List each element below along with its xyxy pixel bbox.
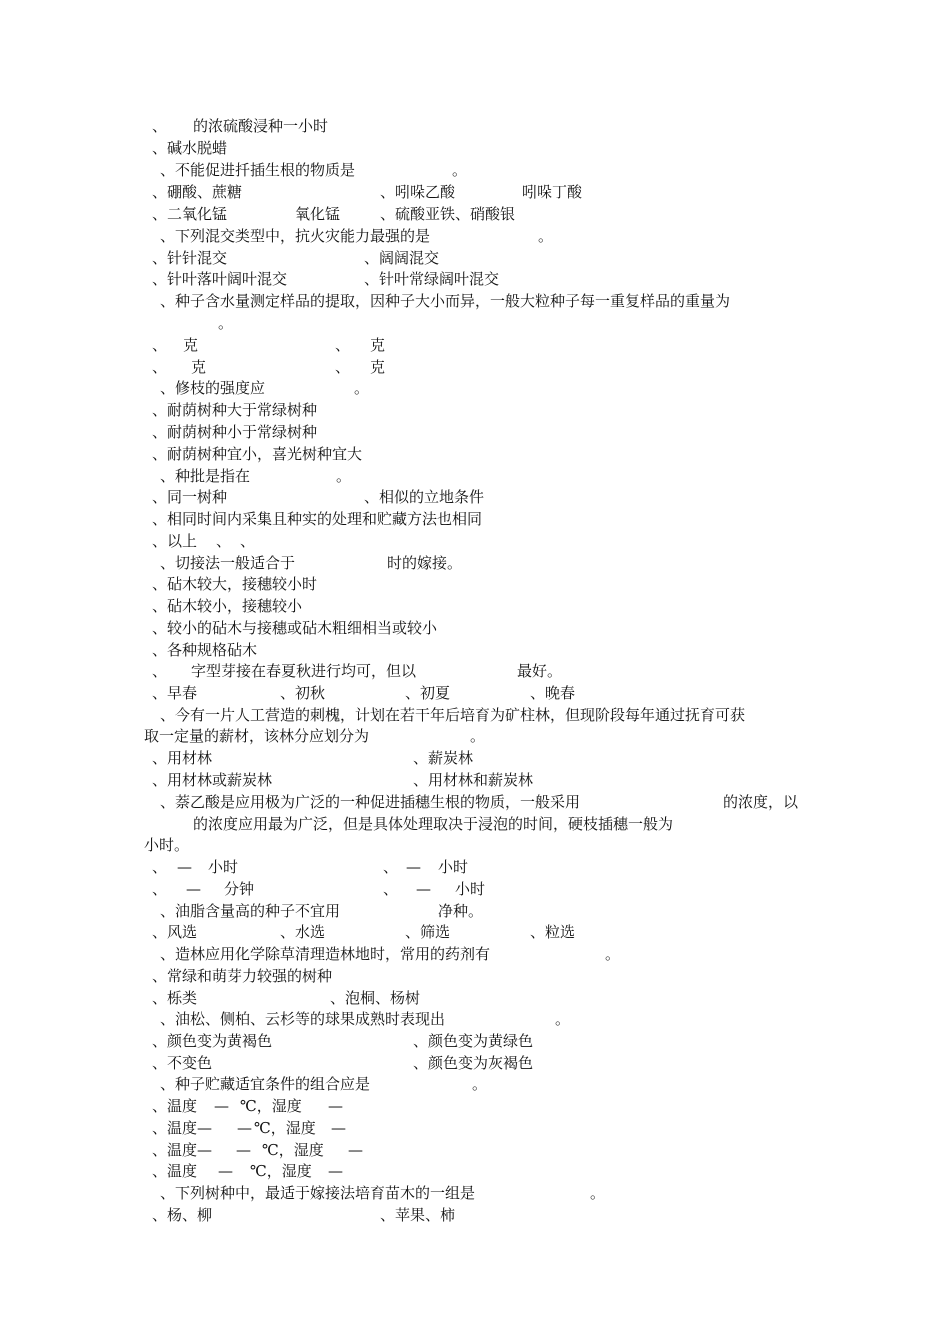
text-line [0,595,303,617]
text-line [0,856,469,878]
text-segment: 、各种规格砧木 [152,641,258,659]
text-segment: 、 [383,880,399,898]
text-segment: 的浓度，以 [723,793,799,811]
text-line [0,421,318,443]
text-line [0,552,463,574]
text-segment: 的浓度应用最为广泛，但是具体处理取决于浸泡的时间，硬枝插穗一般为 [193,815,674,833]
text-segment: 、硼酸、蔗糖 [152,183,243,201]
text-segment: 。 [452,161,468,179]
text-segment: 、 [152,336,168,354]
text-segment: 、同一树种 [152,488,228,506]
text-segment: 、晚春 [530,684,576,702]
text-line [0,530,256,552]
text-segment: 克 [370,336,386,354]
text-line [0,900,484,922]
text-segment: 。 [218,314,234,332]
text-segment: 、硫酸亚铁、硝酸银 [380,205,516,223]
text-line [0,965,333,987]
text-segment: 、针叶落叶阔叶混交 [152,270,288,288]
text-segment: 、以上 [152,532,198,550]
text-segment: 、阔阔混交 [364,249,440,267]
text-line [0,203,516,225]
text-line [0,747,474,769]
text-segment: 、苹果、柿 [380,1206,456,1224]
text-segment: 、 [152,858,168,876]
text-segment: 净种。 [438,902,484,920]
text-segment: ℃，湿度 [240,1097,302,1115]
text-segment: 、不能促进扦插生根的物质是 [160,161,356,179]
text-segment: — [406,858,421,876]
text-segment: 、温度 [152,1162,198,1180]
text-segment: 小时 [438,858,469,876]
text-segment: 、碱水脱蜡 [152,139,228,157]
text-segment: 、种子含水量测定样品的提取，因种子大小而异，一般大粒种子每一重复样品的重量为 [160,292,731,310]
text-line [0,1030,534,1052]
text-line [0,573,318,595]
text-segment: 。 [605,945,621,963]
text-line [0,508,483,530]
text-segment: 。 [538,227,554,245]
text-segment: 、 [383,858,399,876]
text-segment: 吲哚丁酸 [522,183,583,201]
text-line [0,1117,346,1139]
text-segment: — [218,1162,233,1180]
text-line [0,465,352,487]
text-line [0,225,554,247]
text-line [0,660,563,682]
text-segment: 、泡桐、杨树 [330,989,421,1007]
text-line [0,1204,456,1226]
text-segment: 、相同时间内采集且种实的处理和贮藏方法也相同 [152,510,483,528]
text-segment: 、初秋 [280,684,326,702]
text-segment: 、 [152,117,168,135]
text-line [0,725,486,747]
text-segment: 、种子贮藏适宜条件的组合应是 [160,1075,371,1093]
text-segment: — [237,1119,252,1137]
text-line [0,921,576,943]
text-segment: 、温度— [152,1119,213,1137]
text-segment: 、 [335,358,351,376]
text-segment: 、栎类 [152,989,198,1007]
text-segment: 、早春 [152,684,198,702]
text-line [0,115,329,137]
text-line [0,247,440,269]
text-line [0,159,468,181]
text-segment: 。 [555,1010,571,1028]
text-line [0,443,363,465]
text-segment: 小时 [455,880,486,898]
text-segment: 克 [370,358,386,376]
text-segment: 、常绿和萌芽力较强的树种 [152,967,333,985]
text-line [0,290,731,312]
text-line [0,1182,606,1204]
text-segment: 氧化锰 [295,205,341,223]
text-segment: — [214,1097,229,1115]
text-line [0,181,583,203]
text-segment: 、风选 [152,923,198,941]
text-segment: 克 [183,336,199,354]
text-segment: 、针叶常绿阔叶混交 [364,270,500,288]
text-line [0,943,621,965]
text-segment: 、油松、侧柏、云杉等的球果成熟时表现出 [160,1010,446,1028]
text-segment: — [331,1119,346,1137]
text-line [0,878,486,900]
text-line [0,356,386,378]
text-segment: 、粒选 [530,923,576,941]
text-line [0,834,190,856]
text-line [0,617,438,639]
text-segment: 、温度— [152,1141,213,1159]
text-line [0,312,234,334]
text-segment: 。 [336,467,352,485]
text-line [0,1008,571,1030]
text-segment: 、下列混交类型中，抗火灾能力最强的是 [160,227,431,245]
text-segment: 、萘乙酸是应用极为广泛的一种促进插穗生根的物质，一般采用 [160,793,581,811]
text-line [0,769,534,791]
text-segment: 、针针混交 [152,249,228,267]
text-segment: 小时 [208,858,239,876]
text-line [0,1160,343,1182]
text-segment: 、切接法一般适合于 [160,554,296,572]
text-segment: 、砧木较大，接穗较小时 [152,575,318,593]
text-segment: 。 [472,1075,488,1093]
text-line [0,268,500,290]
text-segment: 克 [191,358,207,376]
text-segment: 、下列树种中，最适于嫁接法培育苗木的一组是 [160,1184,476,1202]
text-segment: — [328,1162,343,1180]
text-segment: 、相似的立地条件 [364,488,485,506]
text-segment: 、不变色 [152,1054,213,1072]
text-line [0,1139,363,1161]
text-segment: — [236,1141,251,1159]
text-segment: — [186,880,201,898]
text-segment: 取一定量的薪材，该林分应划分为 [144,727,370,745]
text-segment: 、修枝的强度应 [160,379,266,397]
text-segment: 、二氧化锰 [152,205,228,223]
text-line [0,791,799,813]
text-line [0,704,746,726]
text-segment: 、筛选 [405,923,451,941]
text-segment: 、水选 [280,923,326,941]
text-segment: 小时。 [144,836,190,854]
text-segment: 、颜色变为黄褐色 [152,1032,273,1050]
text-segment: 字型芽接在春夏秋进行均可，但以 [191,662,417,680]
text-segment: 、 [152,880,168,898]
text-segment: 、吲哚乙酸 [380,183,456,201]
text-segment: 、油脂含量高的种子不宜用 [160,902,341,920]
text-segment: 、 [240,532,256,550]
text-segment: 、薪炭林 [413,749,474,767]
text-segment: 的浓硫酸浸种一小时 [193,117,329,135]
text-segment: 、用材林或薪炭林 [152,771,273,789]
text-segment: 、颜色变为灰褐色 [413,1054,534,1072]
text-segment: 。 [354,379,370,397]
text-segment: ℃，湿度 [254,1119,316,1137]
text-segment: — [328,1097,343,1115]
text-line [0,377,370,399]
text-line [0,987,421,1009]
text-line [0,486,485,508]
text-segment: 、较小的砧木与接穗或砧木粗细相当或较小 [152,619,438,637]
text-segment: 、用材林 [152,749,213,767]
text-segment: 。 [590,1184,606,1202]
text-line [0,813,674,835]
text-segment: — [348,1141,363,1159]
text-segment: 、耐荫树种小于常绿树种 [152,423,318,441]
text-segment: 、 [152,358,168,376]
text-line [0,399,318,421]
text-segment: — [177,858,192,876]
text-line [0,1095,343,1117]
text-line [0,1052,534,1074]
text-segment: — [416,880,431,898]
text-segment: 、 [216,532,232,550]
text-segment: 时的嫁接。 [387,554,463,572]
text-segment: 分钟 [224,880,255,898]
text-segment: 。 [470,727,486,745]
text-segment: ℃，湿度 [250,1162,312,1180]
text-segment: 、耐荫树种宜小，喜光树种宜大 [152,445,363,463]
text-segment: 、颜色变为黄绿色 [413,1032,534,1050]
text-segment: 、造林应用化学除草清理造林地时，常用的药剂有 [160,945,491,963]
text-segment: 、 [335,336,351,354]
text-line [0,1073,488,1095]
text-segment: 、用材林和薪炭林 [413,771,534,789]
text-segment: 最好。 [517,662,563,680]
text-line [0,682,576,704]
text-line [0,137,228,159]
text-line [0,639,258,661]
text-segment: 、砧木较小，接穗较小 [152,597,303,615]
text-segment: 、 [152,662,168,680]
text-segment: 、温度 [152,1097,198,1115]
text-segment: 、初夏 [405,684,451,702]
text-line [0,334,386,356]
text-segment: 、杨、柳 [152,1206,213,1224]
text-segment: 、种批是指在 [160,467,251,485]
text-segment: 、耐荫树种大于常绿树种 [152,401,318,419]
text-segment: 、今有一片人工营造的刺槐，计划在若干年后培育为矿柱林，但现阶段每年通过抚育可获 [160,706,746,724]
text-segment: ℃，湿度 [262,1141,324,1159]
